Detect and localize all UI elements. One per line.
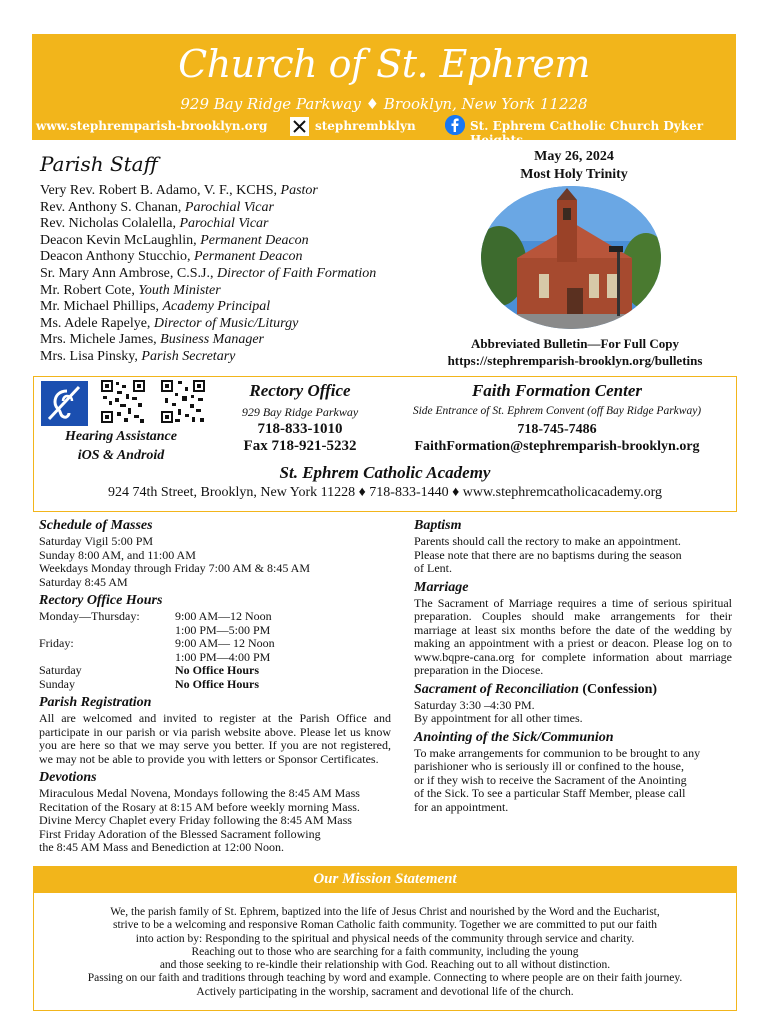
hours-time: 9:00 AM— 12 Noon <box>175 636 275 650</box>
office-hours-heading: Rectory Office Hours <box>39 593 163 608</box>
mission-line: Reaching out to those who are searching for a faith community, including the young <box>191 945 579 958</box>
marriage-text: The Sacrament of Marriage requires a time of serious spiritual preparation. Couples should make arrangements for their marriage at least six months before the date of the wedding by making an appointment with a priest or deacon. Please log on to www.bqpre-cana.org for complete information about marriage preparation in the Diocese. <box>414 595 732 677</box>
feast-name: Most Holy Trinity <box>520 167 628 182</box>
mission-line: We, the parish family of St. Ephrem, baptized into the life of Jesus Christ and nourished by the Word and the Eucharist, <box>110 906 660 918</box>
devotion-line: Miraculous Medal Novena, Mondays following the 8:45 AM Mass <box>39 786 360 800</box>
hours-day <box>39 624 175 638</box>
hours-row <box>39 624 391 638</box>
devotions-list <box>39 787 391 855</box>
devotion-line: Recitation of the Rosary at 8:15 AM before weekly morning Mass. <box>39 799 360 814</box>
website-link[interactable]: www.stephremparish-brooklyn.org <box>36 119 268 133</box>
masses-heading: Schedule of Masses <box>39 518 153 533</box>
mission-banner <box>33 866 737 893</box>
faith-formation-address: Side Entrance of St. Ephrem Convent (off Bay Ridge Parkway) <box>412 405 702 417</box>
staff-role: Parish Secretary <box>141 348 236 364</box>
anointing-text <box>414 747 732 815</box>
staff-name: Deacon Anthony Stucchio, <box>40 249 194 265</box>
staff-member <box>40 233 376 250</box>
hours-row <box>39 610 391 624</box>
staff-list <box>40 183 376 366</box>
mission-line: strive to be a welcoming and responsive Roman Catholic faith community. Together we are committed to put our faith <box>112 919 658 932</box>
staff-role: Parochial Vicar <box>179 216 269 232</box>
staff-role: Academy Principal <box>162 299 271 315</box>
reconciliation-line: Saturday 3:30 –4:30 PM. <box>414 697 535 712</box>
staff-role: Pastor <box>280 183 318 198</box>
baptism-line: of Lent. <box>414 561 452 575</box>
anointing-heading: Anointing of the Sick/Communion <box>414 729 614 745</box>
staff-member <box>40 316 376 333</box>
mission-line: into action by: Responding to the spiritual and physical needs of the community through service and charity. <box>135 932 635 945</box>
reconciliation-text <box>414 699 732 726</box>
mission-line: Actively participating in the worship, sacrament and devotional life of the church. <box>196 985 574 998</box>
mission-text <box>40 906 730 999</box>
hearing-line2: iOS & Android <box>77 448 165 463</box>
hours-time: 1:00 PM—5:00 PM <box>175 622 271 637</box>
hours-row <box>39 678 391 692</box>
qr-code-ios[interactable] <box>100 379 146 424</box>
reconciliation-line: By appointment for all other times. <box>414 711 583 725</box>
staff-role: Permanent Deacon <box>200 232 309 248</box>
staff-role: Director of Faith Formation <box>216 265 377 281</box>
academy-info: 924 74th Street, Brooklyn, New York 11228 ♦ 718-833-1440 ♦ www.stephremcatholicacademy.org <box>107 485 663 500</box>
staff-role: Youth Minister <box>138 282 221 298</box>
baptism-heading: Baptism <box>414 518 462 533</box>
facebook-icon[interactable] <box>445 115 465 135</box>
rectory-fax: Fax 718-921-5232 <box>243 438 357 454</box>
faith-formation-phone[interactable]: 718-745-7486 <box>517 422 597 437</box>
anointing-line: To make arrangements for communion to be brought to any <box>414 745 701 760</box>
faith-formation-email[interactable]: FaithFormation@stephremparish-brooklyn.org <box>414 439 700 454</box>
anointing-line: or if they wish to receive the Sacrament of the Anointing <box>414 772 687 787</box>
staff-member <box>40 349 376 366</box>
registration-text: All are welcomed and invited to register at the Parish Office and participate in our parish or via parish website above. Please let us know you are here so that we may serve you better. If you are not registered, we may not be able to provide you with letters or Sponsor Certificates. <box>39 711 391 766</box>
abbrev-line: Abbreviated Bulletin—For Full Copy <box>471 336 679 351</box>
marriage-heading: Marriage <box>414 579 469 595</box>
registration-heading: Parish Registration <box>39 695 152 710</box>
x-logo-icon[interactable] <box>290 117 309 136</box>
staff-name: Mrs. Michele James, <box>40 332 161 348</box>
rectory-address: 929 Bay Ridge Parkway <box>241 405 359 419</box>
baptism-line: Parents should call the rectory to make an appointment. <box>414 534 681 548</box>
devotion-line: Divine Mercy Chaplet every Friday following the 8:45 AM Mass <box>39 813 352 827</box>
mission-line: Passing on our faith and traditions through teaching by word and example. Connecting to where people are on their faith journey. <box>87 972 683 985</box>
x-handle-link[interactable]: stephrembklyn <box>315 119 416 133</box>
devotions-heading: Devotions <box>39 770 97 785</box>
church-title: Church of St. Ephrem <box>178 42 590 86</box>
left-column <box>39 518 391 855</box>
reconciliation-title: Sacrament of Reconciliation <box>414 681 579 697</box>
hours-row <box>39 651 391 665</box>
staff-name: Deacon Kevin McLaughlin, <box>40 232 201 248</box>
hours-day: Monday—Thursday: <box>39 609 140 623</box>
right-column <box>414 518 732 814</box>
mission-line: and those seeking to re-kindle their relationship with God. Reaching out to all without distinction. <box>159 959 611 972</box>
bulletin-url-link[interactable]: https://stephremparish-brooklyn.org/bulletins <box>447 353 703 368</box>
staff-role: Permanent Deacon <box>193 249 303 265</box>
devotion-line: the 8:45 AM Mass and Benediction at 12:00 Noon. <box>39 840 284 854</box>
parish-staff-heading: Parish Staff <box>40 152 158 176</box>
anointing-line: of the Sick. To see a particular Staff Member, please call <box>414 786 686 800</box>
mass-time: Weekdays Monday through Friday 7:00 AM & 8:45 AM <box>39 561 311 575</box>
hours-day: Sunday <box>39 676 75 691</box>
hearing-line1: Hearing Assistance <box>65 429 177 444</box>
anointing-line: for an appointment. <box>414 799 509 814</box>
reconciliation-heading <box>414 682 732 698</box>
hours-day: Saturday <box>39 663 82 677</box>
staff-name: Very Rev. Robert B. Adamo, V. F., KCHS, <box>40 183 281 198</box>
faith-formation-title: Faith Formation Center <box>471 381 643 400</box>
hours-day: Friday: <box>39 636 74 650</box>
staff-role: Parochial Vicar <box>184 199 274 215</box>
anointing-line: parishioner who is seriously ill or confined to the house, <box>414 759 684 773</box>
office-hours-table <box>39 610 391 691</box>
staff-role: Director of Music/Liturgy <box>153 315 299 331</box>
hearing-assistance-icon <box>41 381 88 426</box>
reconciliation-subtitle: (Confession) <box>578 681 658 697</box>
staff-member <box>40 283 376 300</box>
rectory-phone[interactable]: 718-833-1010 <box>257 421 343 437</box>
facebook-link[interactable]: St. Ephrem Catholic Church Dyker Heights <box>470 119 704 147</box>
staff-name: Mrs. Lisa Pinsky, <box>40 348 142 364</box>
staff-member <box>40 266 376 283</box>
hours-time: No Office Hours <box>175 676 259 691</box>
hearing-assistance-label <box>50 427 192 465</box>
church-address: 929 Bay Ridge Parkway ♦ Brooklyn, New York 11228 <box>180 95 588 113</box>
masses-list <box>39 535 391 589</box>
hours-row <box>39 664 391 678</box>
mass-time: Saturday Vigil 5:00 PM <box>39 534 154 548</box>
rectory-office-title: Rectory Office <box>249 381 351 400</box>
staff-member <box>40 299 376 316</box>
header-banner <box>32 34 736 147</box>
mass-time: Sunday 8:00 AM, and 11:00 AM <box>39 547 196 562</box>
hours-time: No Office Hours <box>175 663 259 677</box>
mass-time: Saturday 8:45 AM <box>39 574 128 589</box>
hours-time: 1:00 PM—4:00 PM <box>175 649 271 664</box>
hours-row <box>39 637 391 651</box>
staff-member <box>40 332 376 349</box>
church-photo <box>481 186 661 329</box>
bulletin-date-block <box>500 148 648 184</box>
staff-name: Rev. Anthony S. Chanan, <box>40 199 185 215</box>
baptism-line: Please note that there are no baptisms during the season <box>414 547 682 562</box>
staff-member <box>40 249 376 266</box>
staff-member <box>40 216 376 233</box>
staff-name: Sr. Mary Ann Ambrose, C.S.J., <box>40 265 217 281</box>
baptism-text <box>414 535 732 576</box>
hours-time: 9:00 AM—12 Noon <box>175 609 272 623</box>
staff-name: Mr. Robert Cote, <box>40 282 139 298</box>
mission-title: Our Mission Statement <box>313 871 457 887</box>
staff-member <box>40 183 376 200</box>
academy-title: St. Ephrem Catholic Academy <box>279 463 491 482</box>
faith-formation-contact <box>396 421 718 455</box>
abbreviated-bulletin-note <box>420 335 730 369</box>
devotion-line: First Friday Adoration of the Blessed Sacrament following <box>39 826 321 841</box>
staff-name: Ms. Adele Rapelye, <box>40 315 154 331</box>
rectory-contact <box>200 421 400 455</box>
staff-name: Mr. Michael Phillips, <box>40 299 163 315</box>
staff-name: Rev. Nicholas Colalella, <box>40 216 180 232</box>
bulletin-date: May 26, 2024 <box>534 149 614 164</box>
staff-role: Business Manager <box>160 332 264 348</box>
hours-day <box>39 651 175 665</box>
staff-member <box>40 200 376 217</box>
